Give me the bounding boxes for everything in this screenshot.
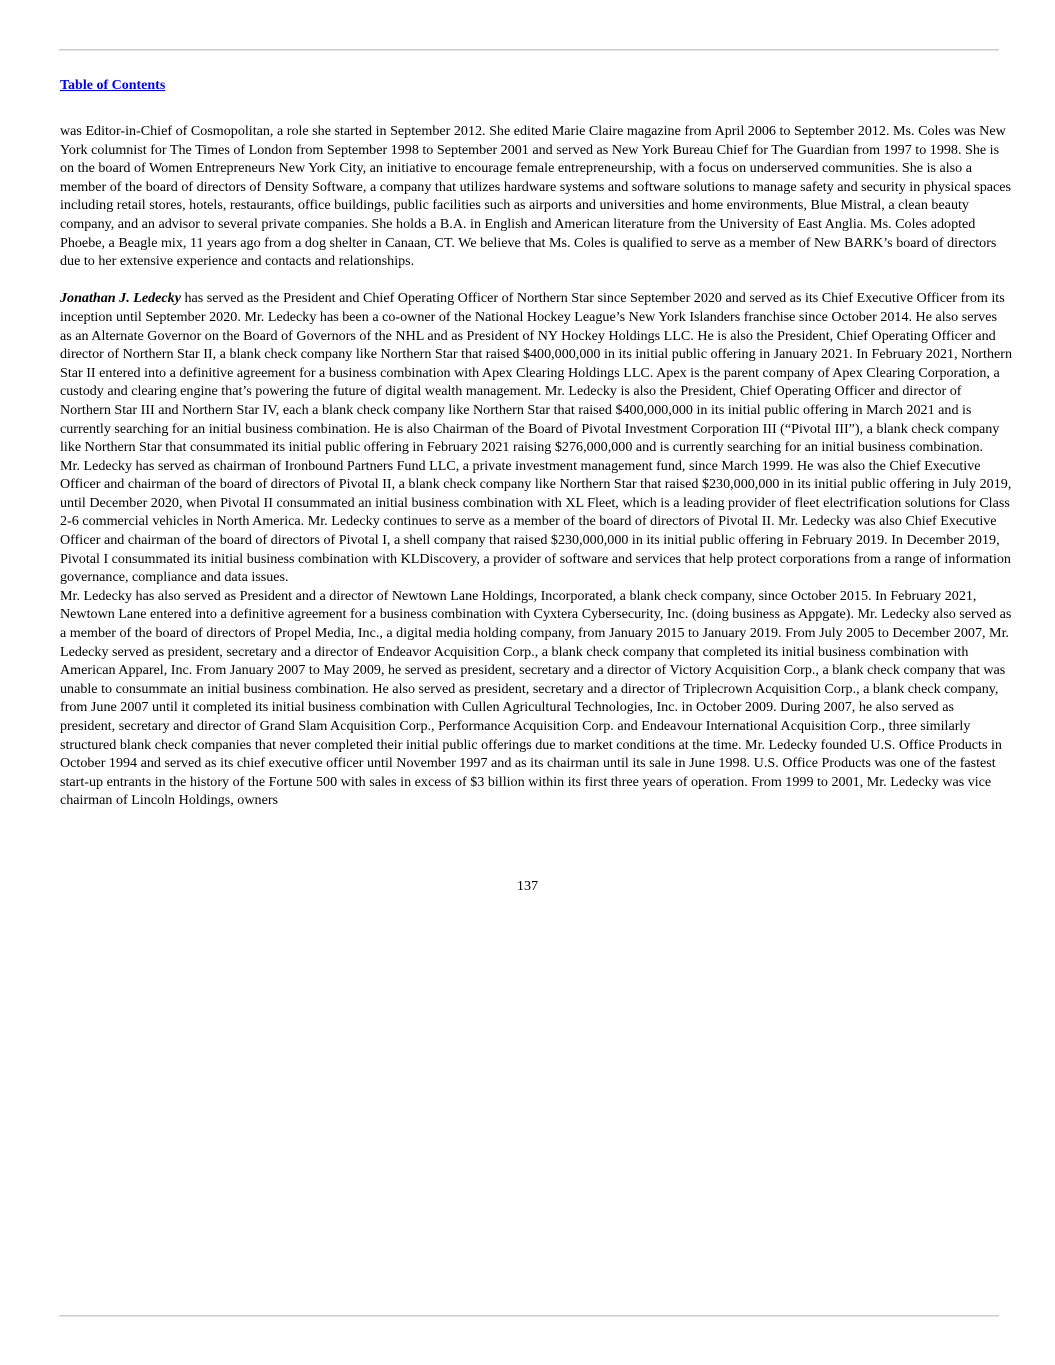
bottom-divider — [59, 1315, 999, 1316]
person-name: Jonathan J. Ledecky — [60, 290, 181, 307]
table-of-contents-link[interactable]: Table of Contents — [60, 78, 166, 93]
top-divider — [59, 49, 999, 50]
paragraph-ledecky-intro-text: has served as the President and Chief Operating Officer of Northern Star since September 2020 and served as its Chief Executive Officer from its inception until September 2020. Mr. Ledecky has been a co-owner of the National Hockey League’s New York Islanders franchise since October 2014. He also serves as an Alternate Governor on the Board of Governors of the NHL and as President of NY Hockey Holdings LLC. He is also the President, Chief Operating Officer and director of Northern Star II, a blank check company like Northern Star that raised $400,000,000 in its initial public offering in January 2021. In February 2021, Northern Star II entered into a definitive agreement for a business combination with Apex Clearing Holdings LLC. Apex is the parent company of Apex Clearing Corporation, a custody and clearing engine that’s powering the future of digital wealth management. Mr. Ledecky is also the President, Chief Operating Officer and director of Northern Star III and Northern Star IV, each a blank check company like Northern Star that raised $400,000,000 in its initial public offering in March 2021 and is currently searching for an initial business combination. He is also Chairman of the Board of Pivotal Investment Corporation III (“Pivotal III”), a blank check company like Northern Star that consummated its initial public offering in February 2021 raising $276,000,000 and is currently searching for an initial business combination. — [60, 290, 1012, 456]
paragraph-ledecky-intro — [60, 289, 1012, 456]
document-body — [60, 122, 1012, 810]
paragraph-ledecky-ironbound: Mr. Ledecky has served as chairman of Ironbound Partners Fund LLC, a private investment management fund, since March 1999. He was also the Chief Executive Officer and chairman of the board of directors of Pivotal II, a blank check company like Northern Star that raised $230,000,000 in its initial public offering in July 2019, until December 2020, when Pivotal II consummated an initial business combination with XL Fleet, which is a leading provider of fleet electrification solutions for Class 2-6 commercial vehicles in North America. Mr. Ledecky continues to serve as a member of the board of directors of Pivotal II. Mr. Ledecky was also Chief Executive Officer and chairman of the board of directors of Pivotal I, a shell company that raised $230,000,000 in its initial public offering in February 2019. In December 2019, Pivotal I consummated its initial business combination with KLDiscovery, a provider of software and services that help protect corporations from a range of information governance, compliance and data issues. — [60, 457, 1012, 586]
page-number: 137 — [516, 878, 539, 894]
paragraph-ledecky-newtown: Mr. Ledecky has also served as President and a director of Newtown Lane Holdings, Incorporated, a blank check company, since October 2015. In February 2021, Newtown Lane entered into a definitive agreement for a business combination with Cyxtera Cybersecurity, Inc. (doing business as Appgate). Mr. Ledecky also served as a member of the board of directors of Propel Media, Inc., a digital media holding company, from January 2015 to January 2019. From July 2005 to December 2007, Mr. Ledecky served as president, secretary and a director of Endeavor Acquisition Corp., a blank check company that completed its initial business combination with American Apparel, Inc. From January 2007 to May 2009, he served as president, secretary and a director of Victory Acquisition Corp., a blank check company that was unable to consummate an initial business combination. He also served as president, secretary and a director of Triplecrown Acquisition Corp., a blank check company, from June 2007 until it completed its initial business combination with Cullen Agricultural Technologies, Inc. in October 2009. During 2007, he also served as president, secretary and director of Grand Slam Acquisition Corp., Performance Acquisition Corp. and Endeavour International Acquisition Corp., three similarly structured blank check companies that never completed their initial public offerings due to market conditions at the time. Mr. Ledecky founded U.S. Office Products in October 1994 and served as its chief executive officer until November 1997 and as its chairman until its sale in June 1998. U.S. Office Products was one of the fastest start-up entrants in the history of the Fortune 500 with sales in excess of $3 billion within its first three years of operation. From 1999 to 2001, Mr. Ledecky was vice chairman of Lincoln Holdings, owners — [60, 587, 1012, 809]
paragraph-coles-bio: was Editor-in-Chief of Cosmopolitan, a role she started in September 2012. She edited Marie Claire magazine from April 2006 to September 2012. Ms. Coles was New York columnist for The Times of London from September 1998 to September 2001 and served as New York Bureau Chief for The Guardian from 1997 to 1998. She is on the board of Women Entrepreneurs New York City, an initiative to encourage female entrepreneurship, with a focus on underserved communities. She is also a member of the board of directors of Density Software, a company that utilizes hardware systems and software solutions to manage safety and security in physical spaces including retail stores, hotels, restaurants, office buildings, public facilities such as airports and universities and home environments, Blue Mistral, a clean beauty company, and an advisor to several private companies. She holds a B.A. in English and American literature from the University of East Anglia. Ms. Coles adopted Phoebe, a Beagle mix, 11 years ago from a dog shelter in Canaan, CT. We believe that Ms. Coles is qualified to serve as a member of New BARK’s board of directors due to her extensive experience and contacts and relationships. — [60, 123, 1012, 270]
